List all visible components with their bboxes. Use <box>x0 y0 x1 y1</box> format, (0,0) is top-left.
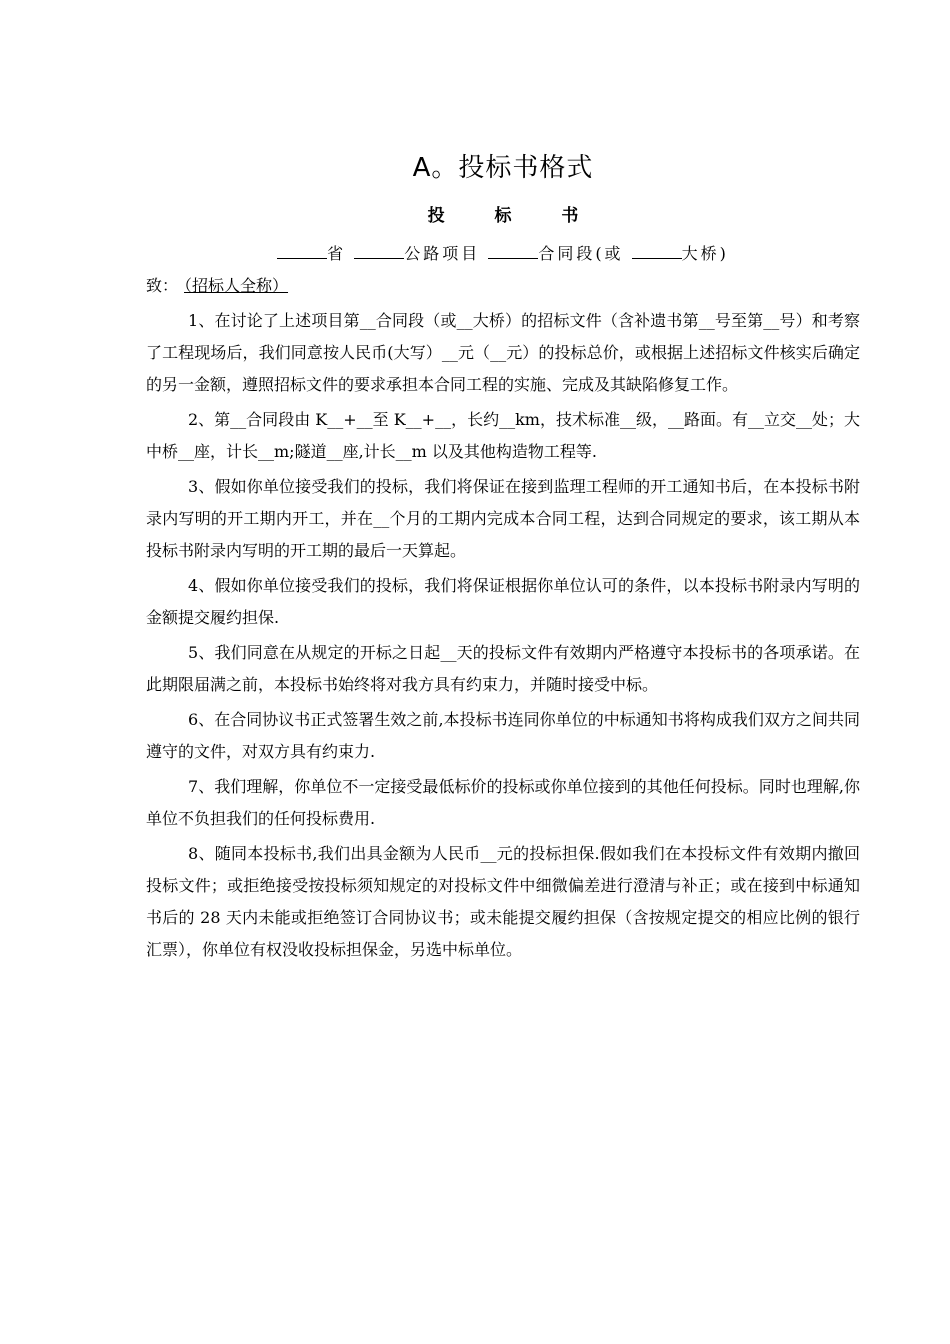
document-title-char: 标 <box>494 206 512 226</box>
bridge-blank <box>632 240 682 259</box>
section-blank <box>488 240 538 259</box>
paragraph: 5、我们同意在从规定的开标之日起__天的投标文件有效期内严格遵守本投标书的各项承诺。在此期限届满之前，本投标书始终将对我方具有约束力，并随时接受中标。 <box>146 643 860 694</box>
paragraph: 1、在讨论了上述项目第__合同段（或__大桥）的招标文件（含补遗书第__号至第__号）和考察了工程现场后，我们同意按人民币(大写）__元（__元）的投标总价，或根据上述招标文件核实后确定的另一金额，遵照招标文件的要求承担本合同工程的实施、完成及其缺陷修复工作。 <box>146 311 860 394</box>
document-title-char: 书 <box>561 206 579 226</box>
document-title-char: 投 <box>427 206 445 226</box>
paragraph: 3、假如你单位接受我们的投标，我们将保证在接到监理工程师的开工通知书后，在本投标书附录内写明的开工期内开工，并在__个月的工期内完成本合同工程，达到合同规定的要求，该工期从本投标书附录内写明的开工期的最后一天算起。 <box>146 477 860 560</box>
recipient-name: （招标人全称） <box>184 276 289 295</box>
paragraph: 2、第__合同段由 K__+__至 K__+__，长约__km，技术标准__级，__路面。有__立交__处；大中桥__座，计长__m;隧道__座,计长__m 以及其他构造物工程等. <box>146 410 860 461</box>
bridge-suffix: 大桥) <box>681 244 729 263</box>
project-line <box>146 240 860 268</box>
addressee <box>146 272 288 300</box>
province-suffix: 省 <box>327 244 347 263</box>
road-blank <box>354 240 404 259</box>
road-suffix: 公路项目 <box>404 244 481 263</box>
paragraph: 6、在合同协议书正式签署生效之前,本投标书连同你单位的中标通知书将构成我们双方之间共同遵守的文件，对双方具有约束力. <box>146 710 860 761</box>
document-title <box>146 202 860 230</box>
section-suffix: 合同段(或 <box>538 244 624 263</box>
province-blank <box>277 240 327 259</box>
paragraph: 7、我们理解，你单位不一定接受最低标价的投标或你单位接到的其他任何投标。同时也理解,你单位不负担我们的任何投标费用. <box>146 777 860 828</box>
paragraph: 8、随同本投标书,我们出具金额为人民币__元的投标担保.假如我们在本投标文件有效期内撤回投标文件；或拒绝接受按投标须知规定的对投标文件中细微偏差进行澄清与补正；或在接到中标通知书后的 28 天内未能或拒绝签订合同协议书；或未能提交履约担保（含按规定提交的相应比例的银行汇票），你单位有权没收投标担保金，另选中标单位。 <box>146 844 860 959</box>
paragraph: 4、假如你单位接受我们的投标，我们将保证根据你单位认可的条件，以本投标书附录内写明的金额提交履约担保. <box>146 576 860 627</box>
body-text <box>146 305 860 969</box>
addressee-label: 致： <box>146 276 179 295</box>
section-title: A。投标书格式 <box>412 153 594 183</box>
